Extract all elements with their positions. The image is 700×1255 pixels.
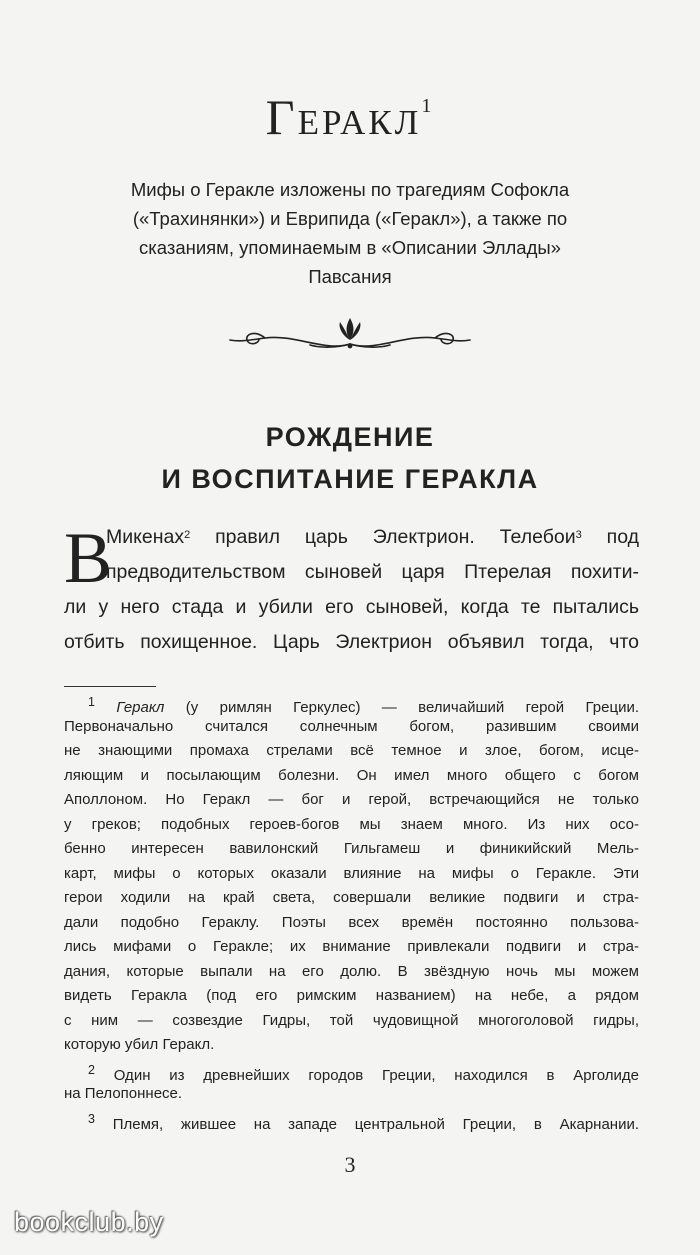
body-text-segment: правил царь Электрион. Телебои: [190, 526, 576, 548]
subtitle-line: Мифы о Геракле изложены по трагедиям Софокла: [130, 179, 570, 200]
footnote-line: карт, мифы о которых оказали влияние на мифы о Геракле. Эти: [64, 864, 639, 882]
footnote-mark: 3: [575, 529, 582, 541]
footnote-line: лись мифами о Геракле; их внимание привлекали подвиги и стра-: [64, 938, 639, 955]
page-number: 3: [344, 1152, 356, 1177]
footnote-line: не знающими промаха стрелами всё темное и злое, богом, исце-: [64, 742, 639, 759]
footnote-line: дали подобно Гераклу. Поэты всех времён постоянно пользова-: [64, 913, 639, 931]
section-title-line: И ВОСПИТАНИЕ ГЕРАКЛА: [161, 464, 539, 494]
footnote-line: на Пелопоннесе.: [64, 1085, 183, 1102]
subtitle-line: Павсания: [308, 266, 392, 287]
footnote-line: герои ходили на край света, совершали великие подвиги и стра-: [64, 889, 639, 906]
chapter-title-footnote-mark: 1: [421, 95, 435, 117]
footnote-line: с ним — созвездие Гидры, той чудовищной многоголовой гидры,: [64, 1011, 639, 1029]
watermark: bookclub.by: [14, 1207, 164, 1237]
section-title-line: РОЖДЕНИЕ: [265, 422, 435, 452]
footnote-line: [64, 1107, 639, 1132]
footnote-term: Геракл: [116, 699, 165, 716]
body-text-segment: под: [581, 526, 639, 548]
footnote-mark: 3: [88, 1111, 95, 1126]
footnote-mark: 1: [88, 695, 95, 709]
chapter-title: [0, 89, 700, 145]
footnotes: [64, 690, 639, 1131]
footnote-line: видеть Геракла (под его римским названием) на небе, а рядом: [64, 987, 639, 1004]
body-text-segment: Микенах: [106, 526, 185, 548]
body-line: отбить похищенное. Царь Электрион объявил тогда, что: [64, 631, 639, 653]
footnote-text: Племя, жившее на западе центральной Греции, в Акарнании.: [94, 1115, 639, 1133]
footnote-line: [64, 1058, 639, 1083]
body-line: [64, 520, 639, 555]
footnote-mark: 2: [184, 529, 191, 541]
chapter-title-text: Геракл: [265, 89, 422, 145]
footnote-line: Первоначально считался солнечным богом, разившим своими: [64, 717, 639, 735]
body-line: ли у него стада и убили его сыновей, когда те пытались: [64, 596, 639, 618]
ornament-divider-icon: [225, 308, 475, 358]
footnote-mark: 2: [88, 1062, 95, 1077]
chapter-subtitle: [90, 175, 610, 291]
body-text: [64, 520, 639, 660]
footnote-line: у греков; подобных героев-богов мы знаем много. Из них осо-: [64, 815, 639, 833]
subtitle-line: («Трахинянки») и Еврипида («Геракл»), а также по: [132, 208, 568, 229]
body-line: предводительством сыновей царя Птерелая похити-: [106, 561, 639, 583]
drop-cap: В: [64, 518, 113, 598]
subtitle-line: сказаниям, упоминаемым в «Описании Эллады»: [139, 237, 561, 258]
footnote-line: [64, 690, 639, 715]
footnote-line: ляющим и посылающим болезни. Он имел много общего с богом: [64, 766, 639, 784]
footnote-line: которую убил Геракл.: [64, 1036, 215, 1053]
footnote-line: дания, которые выпали на его долю. В звёздную ночь мы можем: [64, 962, 639, 980]
footnote-text: (у римлян Геркулес) — величайший герой Греции.: [164, 699, 639, 716]
footnote-line: бенно интересен вавилонский Гильгамеш и финикийский Мель-: [64, 840, 639, 857]
section-title: [0, 416, 700, 500]
footnote-divider: [64, 686, 156, 687]
footnote-text: Один из древнейших городов Греции, находился в Арголиде: [94, 1066, 639, 1084]
footnote-line: Аполлоном. Но Геракл — бог и герой, встречающийся не только: [64, 791, 639, 808]
